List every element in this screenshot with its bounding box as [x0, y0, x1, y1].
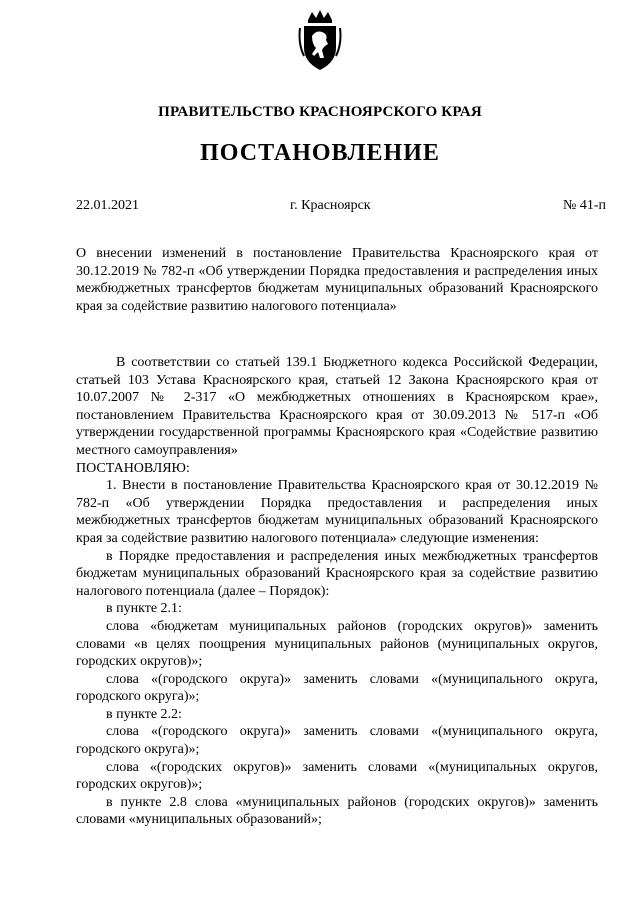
preamble-paragraph: В соответствии со статьей 139.1 Бюджетного кодекса Российской Федерации, статьей 103 Устава Красноярского края, статьей 12 Закона Красноярского края от 10.07.2007 № 2-317 «О межбюджетных отношениях в Красноярском крае», постановлением Правительства Красноярского края от 30.09.2013 № 517-п «Об утверждении государственной программы Красноярского края «Содействие развитию местного самоуправления»	[76, 355, 598, 458]
point-2-2-change-a: слова «(городского округа)» заменить словами «(муниципального округа, городского округа)»;	[76, 724, 598, 758]
point-2-2-change-b: слова «(городских округов)» заменить словами «(муниципальных округов, городских округов)»;	[76, 759, 598, 793]
point-2-2-heading: в пункте 2.2:	[106, 706, 182, 722]
document-body	[76, 354, 598, 829]
document-type-title: ПОСТАНОВЛЕНИЕ	[200, 140, 440, 166]
document-subject: О внесении изменений в постановление Правительства Красноярского края от 30.12.2019 № 782-п «Об утверждении Порядка предоставления и распределения иных межбюджетных трансфертов бюджетам муниципальных образований Красноярского края за содействие развитию налогового потенциала»	[76, 246, 598, 314]
government-title: ПРАВИТЕЛЬСТВО КРАСНОЯРСКОГО КРАЯ	[158, 104, 482, 120]
decree-word: ПОСТАНОВЛЯЮ:	[76, 460, 190, 476]
item-1-paragraph: 1. Внести в постановление Правительства Красноярского края от 30.12.2019 № 782-п «Об утверждении Порядка предоставления и распределения иных межбюджетных трансфертов бюджетам муниципальных образований Красноярского края за содействие развитию налогового потенциала» следующие изменения:	[76, 478, 598, 546]
document-number: № 41-п	[562, 198, 606, 213]
krasnoyarsk-coat-of-arms-icon	[298, 10, 342, 72]
point-2-8-change: в пункте 2.8 слова «муниципальных районов (городских округов)» заменить словами «муниципальных образований»;	[76, 794, 598, 828]
point-2-1-heading: в пункте 2.1:	[106, 601, 182, 617]
document-city: г. Красноярск	[290, 198, 371, 213]
point-2-1-change-b: слова «(городского округа)» заменить словами «(муниципального округа, городского округа)»;	[76, 671, 598, 705]
document-date: 22.01.2021	[76, 198, 139, 213]
point-2-1-change-a: слова «бюджетам муниципальных районов (городских округов)» заменить словами «в целях поощрения муниципальных районов (муниципальных округов, городских округов)»;	[76, 618, 598, 670]
item-1-intro-paragraph: в Порядке предоставления и распределения иных межбюджетных трансфертов бюджетам муниципальных образований Красноярского края за содействие развитию налогового потенциала (далее – Порядок):	[76, 548, 598, 599]
